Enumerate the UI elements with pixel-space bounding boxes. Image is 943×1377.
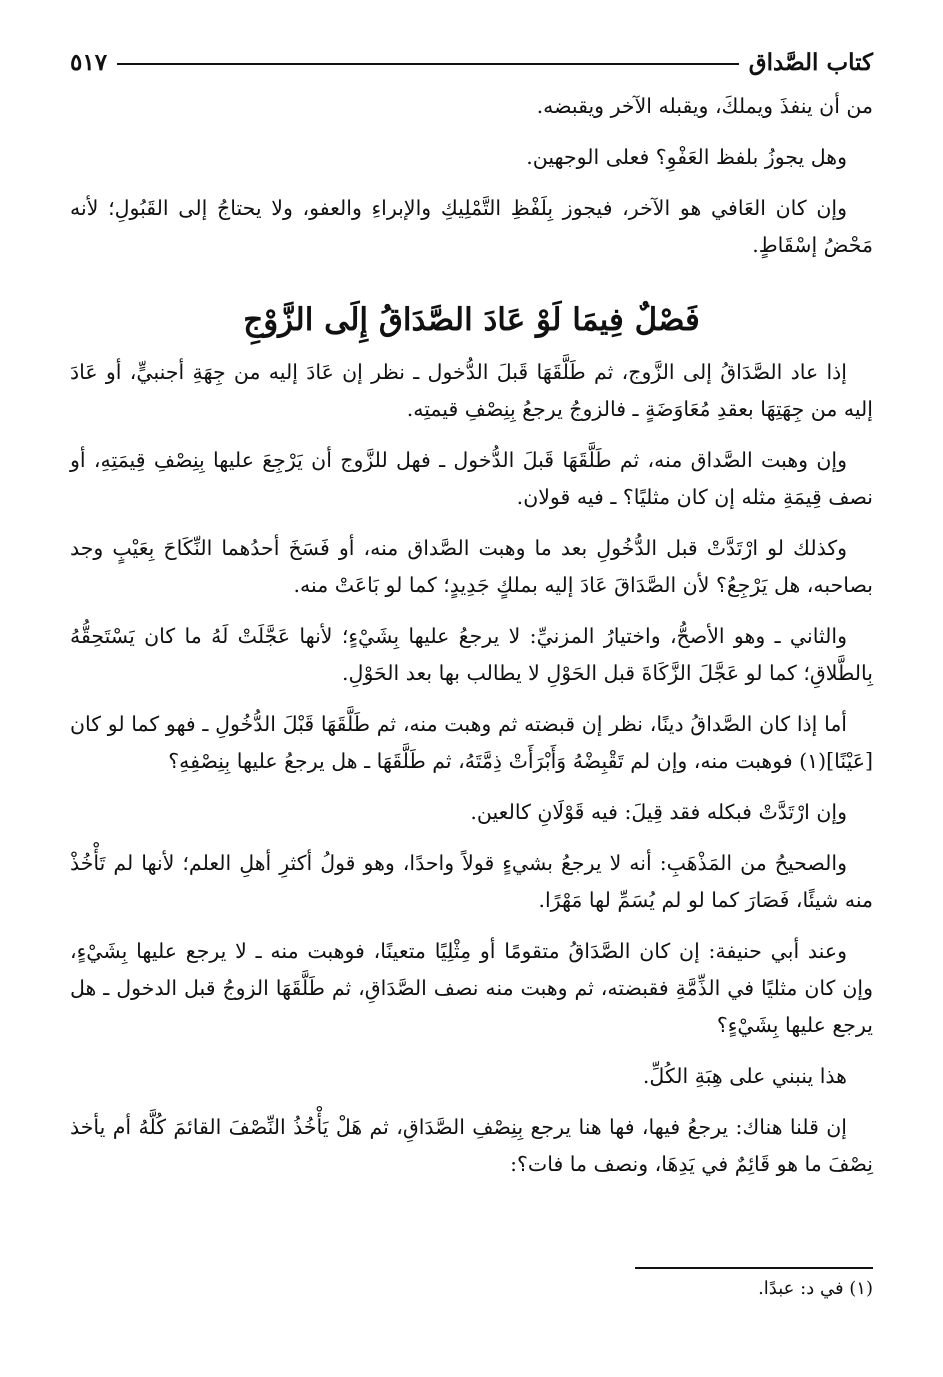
paragraph: وإن وهبت الصَّداق منه، ثم طَلَّقَهَا قَبلَ الدُّخول ـ فهل للزَّوج أن يَرْجِعَ عليها بِنِصْفِ قِيمَتِهِ، أو نصف قِيمَةِ مثله إن كان مثليًا؟ ـ فيه قولان. — [70, 448, 873, 509]
paragraph: والثاني ـ وهو الأصحُّ، واختيارُ المزنيِّ: لا يرجعُ عليها بِشَيْءٍ؛ لأنها عَجَّلَتْ لَهُ ما كان يَسْتَحِقُّهُ بِالطَّلاقِ؛ كما لو عَجَّلَ الزَّكَاةَ قبل الحَوْلِ لا يطالب بها بعد الحَوْلِ. — [70, 624, 873, 685]
paragraph: وكذلك لو ارْتَدَّتْ قبل الدُّخُولِ بعد ما وهبت الصَّداق منه، أو فَسَخَ أحدُهما النِّكَاحَ بِعَيْبٍ وجد بصاحبه، هل يَرْجِعُ؟ لأن الصَّدَاقَ عَادَ إليه بملكٍ جَدِيدٍ؛ كما لو بَاعَتْ منه. — [70, 536, 873, 597]
footnote: (١) في د: عبدًا. — [758, 1278, 873, 1299]
paragraph: إذا عاد الصَّدَاقُ إلى الزَّوج، ثم طَلَّقَهَا قَبلَ الدُّخول ـ نظر إن عَادَ إليه من جِهَةِ أجنبيٍّ، أو عَادَ إليه من جِهَتِهَا بعقدِ مُعَاوَضَةٍ ـ فالزوجُ يرجعُ بِنِصْفِ قيمتِه. — [70, 360, 873, 421]
paragraph: هذا ينبني على هِبَةِ الكُلِّ. — [642, 1064, 847, 1088]
paragraph: أما إذا كان الصَّداقُ دينًا، نظر إن قبضته ثم وهبت منه، ثم طَلَّقَهَا قَبْلَ الدُّخُولِ ـ فهو كما لو كان [عَيْنًا](١) فوهبت منه، وإن لم تَقْبِضْهُ وَأَبْرَأَتْ ذِمَّتَهُ، ثم طَلَّقَهَا ـ هل يرجعُ عليها بِنِصْفِهِ؟ — [70, 712, 873, 773]
paragraph: وعند أبي حنيفة: إن كان الصَّدَاقُ متقومًا أو مِثْلِيًا متعينًا، فوهبت منه ـ لا يرجع عليها بِشَيْءٍ، وإن كان مثليًا في الذِّمَّةِ فقبضته، ثم وهبت منه نصف الصَّدَاقِ، ثم طَلَّقَهَا الزوجُ قبل الدخول ـ هل يرجع عليها بِشَيْءٍ؟ — [70, 939, 873, 1037]
paragraph: من أن ينفذَ ويملكَ، ويقبله الآخر ويقبضه. — [536, 94, 873, 118]
footnote-rule — [635, 1267, 873, 1269]
paragraph: إن قلنا هناك: يرجعُ فيها، فها هنا يرجع بِنِصْفِ الصَّدَاقِ، ثم هَلْ يَأْخُذُ النِّصْفَ القائمَ كُلَّهُ أم يأخذ نِصْفَ ما هو قَائِمٌ في يَدِهَا، ونصف ما فات؟: — [70, 1115, 873, 1176]
paragraph: وهل يجوزُ بلفظ العَفْوِ؟ فعلى الوجهين. — [526, 145, 847, 169]
header-rule — [117, 63, 739, 65]
running-header — [70, 44, 873, 80]
paragraph: وإن كان العَافي هو الآخر، فيجوز بِلَفْظِ التَّمْلِيكِ والإبراءِ والعفو، ولا يحتاجُ إلى القَبُولِ؛ لأنه مَحْضُ إسْقَاطٍ. — [70, 196, 873, 257]
page-number: ٥١٧ — [70, 48, 108, 76]
page-body — [70, 88, 873, 1197]
book-page — [70, 0, 873, 1377]
paragraph: والصحيحُ من المَذْهَبِ: أنه لا يرجعُ بشيءٍ قولاً واحدًا، وهو قولُ أكثرِ أهلِ العلم؛ لأنها لم تَأْخُذْ منه شيئًا، فَصَارَ كما لو لم يُسَمِّ لها مَهْرًا. — [70, 851, 873, 912]
paragraph: وإن ارْتَدَّتْ فبكله فقد قِيلَ: فيه قَوْلَانِ كالعين. — [470, 800, 847, 824]
chapter-title: كتاب الصَّداق — [748, 48, 873, 76]
section-heading: فَصْلٌ فِيمَا لَوْ عَادَ الصَّدَاقُ إِلَى الزَّوْجِ — [243, 302, 700, 338]
